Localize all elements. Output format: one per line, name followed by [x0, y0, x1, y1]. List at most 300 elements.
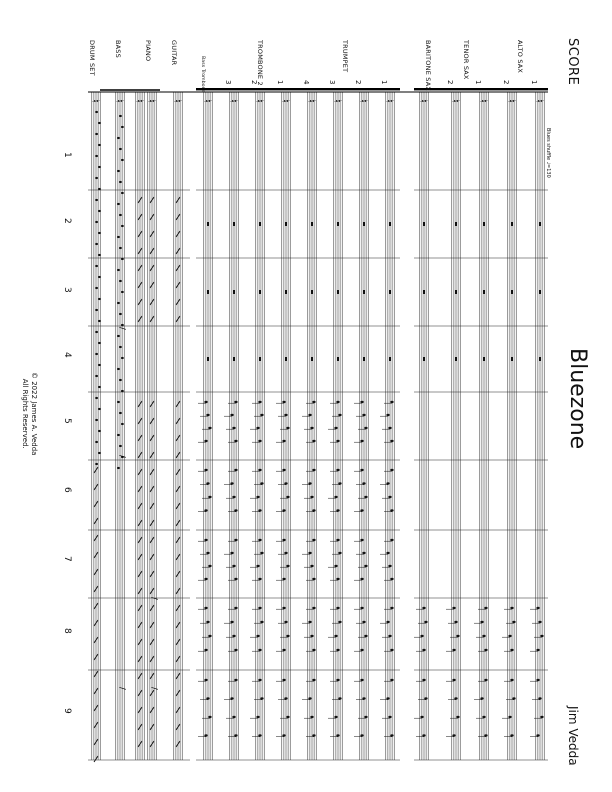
note-head	[336, 734, 339, 736]
note-head	[390, 539, 393, 541]
score-label: SCORE	[565, 38, 580, 86]
note-head	[362, 552, 365, 554]
note-head	[206, 552, 209, 554]
note-head	[206, 697, 209, 699]
whole-rest	[311, 290, 313, 294]
drum-note	[95, 111, 98, 113]
note-head	[232, 635, 235, 637]
staff	[308, 92, 316, 760]
note-head	[282, 401, 285, 403]
note-head	[234, 440, 237, 442]
note-head	[208, 427, 211, 429]
instrument-label-bass-trombone: Bass Trombone	[200, 56, 205, 93]
repeat-sign: ∕	[118, 455, 127, 458]
bass-note	[121, 225, 124, 227]
note-head	[258, 734, 261, 736]
clef-icon: ♮	[279, 99, 292, 103]
bass-note	[117, 467, 120, 469]
tempo-marking: Blues shuffle ♩=130	[545, 128, 551, 178]
note-head	[312, 649, 315, 651]
note-head	[338, 697, 341, 699]
note-head	[364, 496, 367, 498]
note-head	[452, 649, 455, 651]
note-head	[454, 621, 457, 623]
bass-note	[117, 269, 120, 271]
note-head	[538, 697, 541, 699]
bass-note	[121, 258, 124, 260]
drum-note	[95, 375, 98, 377]
bass-note	[121, 159, 124, 161]
composer-name: Jim Vedda	[566, 706, 580, 766]
note-head	[360, 734, 363, 736]
part-number: 1	[276, 80, 284, 85]
whole-rest	[285, 357, 287, 361]
measure-number-9: 9	[62, 708, 72, 714]
whole-rest	[311, 357, 313, 361]
note-head	[390, 401, 393, 403]
note-head	[536, 607, 539, 609]
clef-icon: ♮	[357, 99, 370, 103]
note-head	[312, 509, 315, 511]
measure-number-4: 4	[62, 352, 72, 358]
drum-note	[98, 254, 101, 256]
part-number: 2	[250, 80, 258, 85]
bass-note	[119, 346, 122, 348]
bass-note	[121, 390, 124, 392]
note-head	[234, 469, 237, 471]
note-head	[364, 635, 367, 637]
part-number: 1	[530, 80, 538, 85]
whole-rest	[207, 290, 209, 294]
drum-note	[98, 122, 101, 124]
bass-note	[117, 368, 120, 370]
note-head	[258, 607, 261, 609]
note-head	[312, 578, 315, 580]
instrument-label-alto-sax: ALTO SAX	[516, 40, 524, 74]
whole-rest	[483, 290, 485, 294]
copyright-footer	[20, 372, 38, 455]
note-head	[484, 607, 487, 609]
note-head	[482, 635, 485, 637]
whole-rest	[511, 222, 513, 226]
note-head	[362, 621, 365, 623]
note-head	[204, 509, 207, 511]
whole-rest	[363, 222, 365, 226]
note-head	[420, 635, 423, 637]
instrument-label-trumpet: TRUMPET	[341, 40, 349, 73]
note-head	[456, 635, 459, 637]
bass-note	[121, 324, 124, 326]
note-head	[336, 607, 339, 609]
whole-rest	[259, 222, 261, 226]
whole-rest	[363, 290, 365, 294]
note-head	[208, 565, 211, 567]
note-head	[258, 539, 261, 541]
note-head	[232, 716, 235, 718]
note-head	[308, 482, 311, 484]
note-head	[390, 509, 393, 511]
note-head	[204, 469, 207, 471]
note-head	[282, 539, 285, 541]
whole-rest	[483, 357, 485, 361]
note-head	[234, 509, 237, 511]
note-head	[386, 552, 389, 554]
bass-note	[121, 357, 124, 359]
bass-note	[121, 423, 124, 425]
note-head	[386, 621, 389, 623]
note-head	[336, 679, 339, 681]
repeat-sign: ∕	[150, 687, 159, 690]
drum-note	[95, 309, 98, 311]
measure-number-5: 5	[62, 418, 72, 424]
note-head	[282, 440, 285, 442]
note-head	[312, 607, 315, 609]
whole-rest	[455, 357, 457, 361]
note-head	[338, 482, 341, 484]
drum-note	[98, 232, 101, 234]
note-head	[282, 578, 285, 580]
staff	[420, 92, 428, 760]
note-head	[390, 578, 393, 580]
staff	[452, 92, 460, 760]
section-bracket	[414, 88, 548, 90]
note-head	[424, 621, 427, 623]
bass-note	[117, 203, 120, 205]
part-number: 2	[354, 80, 362, 85]
whole-rest	[511, 290, 513, 294]
note-head	[336, 509, 339, 511]
note-head	[312, 539, 315, 541]
drum-note	[98, 166, 101, 168]
drum-note	[95, 243, 98, 245]
whole-rest	[455, 290, 457, 294]
drum-note	[95, 133, 98, 135]
note-head	[258, 401, 261, 403]
bass-note	[119, 313, 122, 315]
staff	[386, 92, 394, 760]
note-head	[234, 607, 237, 609]
note-head	[386, 697, 389, 699]
note-head	[536, 679, 539, 681]
note-head	[310, 635, 313, 637]
note-head	[422, 679, 425, 681]
note-head	[234, 539, 237, 541]
page-title: Bluezone	[565, 348, 590, 450]
note-head	[282, 679, 285, 681]
drum-note	[98, 452, 101, 454]
clef-icon: ♮	[477, 99, 490, 103]
note-head	[338, 552, 341, 554]
note-head	[260, 482, 263, 484]
clef-icon: ♮	[505, 99, 518, 103]
note-head	[260, 697, 263, 699]
bass-note	[119, 214, 122, 216]
note-head	[204, 607, 207, 609]
bass-note	[119, 181, 122, 183]
note-head	[258, 578, 261, 580]
whole-rest	[455, 222, 457, 226]
part-number: 3	[224, 80, 232, 85]
part-number: 2	[446, 80, 454, 85]
note-head	[312, 469, 315, 471]
whole-rest	[423, 222, 425, 226]
note-head	[388, 427, 391, 429]
note-head	[336, 539, 339, 541]
whole-rest	[363, 357, 365, 361]
bass-note	[117, 137, 120, 139]
clef-icon: ♮	[533, 99, 546, 103]
copyright-line: © 2022 James A. Vedda	[30, 372, 38, 456]
note-head	[208, 716, 211, 718]
note-head	[454, 697, 457, 699]
part-number: 3	[328, 80, 336, 85]
note-head	[360, 509, 363, 511]
note-head	[362, 697, 365, 699]
note-head	[390, 734, 393, 736]
rights-line: All Rights Reserved.	[21, 378, 29, 449]
drum-note	[98, 320, 101, 322]
drum-note	[95, 331, 98, 333]
whole-rest	[285, 290, 287, 294]
note-head	[452, 607, 455, 609]
note-head	[484, 679, 487, 681]
note-head	[390, 649, 393, 651]
note-head	[206, 482, 209, 484]
note-head	[508, 635, 511, 637]
note-head	[334, 716, 337, 718]
note-head	[230, 552, 233, 554]
part-number: 1	[474, 80, 482, 85]
note-head	[336, 649, 339, 651]
note-head	[234, 734, 237, 736]
note-head	[482, 716, 485, 718]
clef-icon: ♮	[113, 99, 126, 103]
note-head	[204, 649, 207, 651]
bass-note	[117, 302, 120, 304]
drum-note	[95, 463, 98, 465]
bass-note	[119, 445, 122, 447]
note-head	[260, 552, 263, 554]
instrument-label-bass: BASS	[114, 40, 122, 58]
note-head	[204, 578, 207, 580]
part-number: 2	[502, 80, 510, 85]
note-head	[208, 496, 211, 498]
clef-icon: ♮	[305, 99, 318, 103]
note-head	[204, 734, 207, 736]
bass-note	[121, 291, 124, 293]
staff	[334, 92, 342, 760]
note-head	[230, 414, 233, 416]
note-head	[308, 621, 311, 623]
note-head	[284, 414, 287, 416]
measure-number-3: 3	[62, 287, 72, 293]
drum-note	[98, 144, 101, 146]
note-head	[312, 440, 315, 442]
note-head	[204, 440, 207, 442]
staff	[256, 92, 264, 760]
note-head	[230, 621, 233, 623]
whole-rest	[511, 357, 513, 361]
note-head	[206, 414, 209, 416]
note-head	[424, 697, 427, 699]
note-head	[390, 607, 393, 609]
drum-note	[95, 177, 98, 179]
note-head	[388, 635, 391, 637]
note-head	[260, 621, 263, 623]
note-head	[452, 734, 455, 736]
bass-note	[117, 236, 120, 238]
bass-note	[117, 434, 120, 436]
note-head	[286, 565, 289, 567]
clef-icon: ♮	[253, 99, 266, 103]
note-head	[360, 469, 363, 471]
note-head	[510, 679, 513, 681]
note-head	[360, 440, 363, 442]
drum-note	[95, 397, 98, 399]
note-head	[234, 649, 237, 651]
bass-note	[121, 126, 124, 128]
note-head	[510, 649, 513, 651]
whole-rest	[539, 222, 541, 226]
note-head	[256, 635, 259, 637]
note-head	[284, 697, 287, 699]
drum-note	[95, 419, 98, 421]
repeat-sign: ∕	[118, 687, 127, 690]
note-head	[282, 469, 285, 471]
drum-note	[95, 199, 98, 201]
whole-rest	[233, 357, 235, 361]
note-head	[256, 565, 259, 567]
note-head	[420, 716, 423, 718]
drum-note	[95, 265, 98, 267]
note-head	[360, 607, 363, 609]
note-head	[312, 734, 315, 736]
bass-note	[119, 280, 122, 282]
note-head	[256, 496, 259, 498]
note-head	[360, 679, 363, 681]
note-head	[388, 716, 391, 718]
note-head	[338, 621, 341, 623]
bass-note	[117, 170, 120, 172]
note-head	[310, 496, 313, 498]
note-head	[540, 635, 543, 637]
note-head	[204, 539, 207, 541]
note-head	[422, 649, 425, 651]
note-head	[234, 578, 237, 580]
note-head	[364, 565, 367, 567]
note-head	[310, 427, 313, 429]
note-head	[284, 621, 287, 623]
clef-icon: ♮	[449, 99, 462, 103]
whole-rest	[423, 357, 425, 361]
note-head	[540, 716, 543, 718]
whole-rest	[207, 357, 209, 361]
instrument-label-piano: PIANO	[144, 40, 152, 62]
measure-number-7: 7	[62, 556, 72, 562]
note-head	[364, 427, 367, 429]
note-head	[422, 607, 425, 609]
section-bracket	[196, 88, 400, 90]
note-head	[422, 734, 425, 736]
note-head	[286, 716, 289, 718]
note-head	[282, 607, 285, 609]
note-head	[234, 401, 237, 403]
note-head	[538, 621, 541, 623]
note-head	[336, 469, 339, 471]
note-head	[336, 401, 339, 403]
whole-rest	[337, 222, 339, 226]
instrument-label-guitar: GUITAR	[170, 40, 178, 66]
clef-icon: ♮	[133, 99, 146, 103]
whole-rest	[483, 222, 485, 226]
drum-note	[98, 342, 101, 344]
note-head	[284, 482, 287, 484]
instrument-label-baritone-sax: BARITONE SAX	[424, 40, 432, 92]
note-head	[258, 679, 261, 681]
instrument-label-tenor-sax: TENOR SAX	[462, 40, 470, 80]
note-head	[512, 621, 515, 623]
note-head	[386, 414, 389, 416]
drum-note	[95, 441, 98, 443]
drum-note	[98, 276, 101, 278]
clef-icon: ♮	[201, 99, 214, 103]
note-head	[284, 552, 287, 554]
whole-rest	[539, 357, 541, 361]
note-head	[360, 649, 363, 651]
drum-note	[95, 155, 98, 157]
bass-note	[119, 379, 122, 381]
note-head	[312, 679, 315, 681]
clef-icon: ♮	[383, 99, 396, 103]
instrument-label-trombone: TROMBONE 2	[256, 40, 264, 86]
note-head	[206, 621, 209, 623]
bass-note	[117, 335, 120, 337]
note-head	[258, 509, 261, 511]
drum-note	[95, 353, 98, 355]
whole-rest	[423, 290, 425, 294]
note-head	[204, 401, 207, 403]
note-head	[456, 716, 459, 718]
whole-rest	[285, 222, 287, 226]
whole-rest	[389, 290, 391, 294]
bass-note	[119, 412, 122, 414]
note-head	[230, 482, 233, 484]
note-head	[388, 565, 391, 567]
bass-note	[119, 115, 122, 117]
staff	[508, 92, 516, 760]
measure-number-8: 8	[62, 628, 72, 634]
note-head	[510, 734, 513, 736]
drum-note	[98, 364, 101, 366]
note-head	[360, 578, 363, 580]
note-head	[338, 414, 341, 416]
note-head	[336, 578, 339, 580]
bass-note	[117, 401, 120, 403]
note-head	[312, 401, 315, 403]
note-head	[232, 496, 235, 498]
note-head	[208, 635, 211, 637]
whole-rest	[207, 222, 209, 226]
note-head	[386, 482, 389, 484]
note-head	[390, 440, 393, 442]
note-head	[508, 716, 511, 718]
note-head	[388, 496, 391, 498]
drum-note	[98, 408, 101, 410]
note-head	[360, 539, 363, 541]
note-head	[360, 401, 363, 403]
note-head	[334, 496, 337, 498]
whole-rest	[233, 222, 235, 226]
